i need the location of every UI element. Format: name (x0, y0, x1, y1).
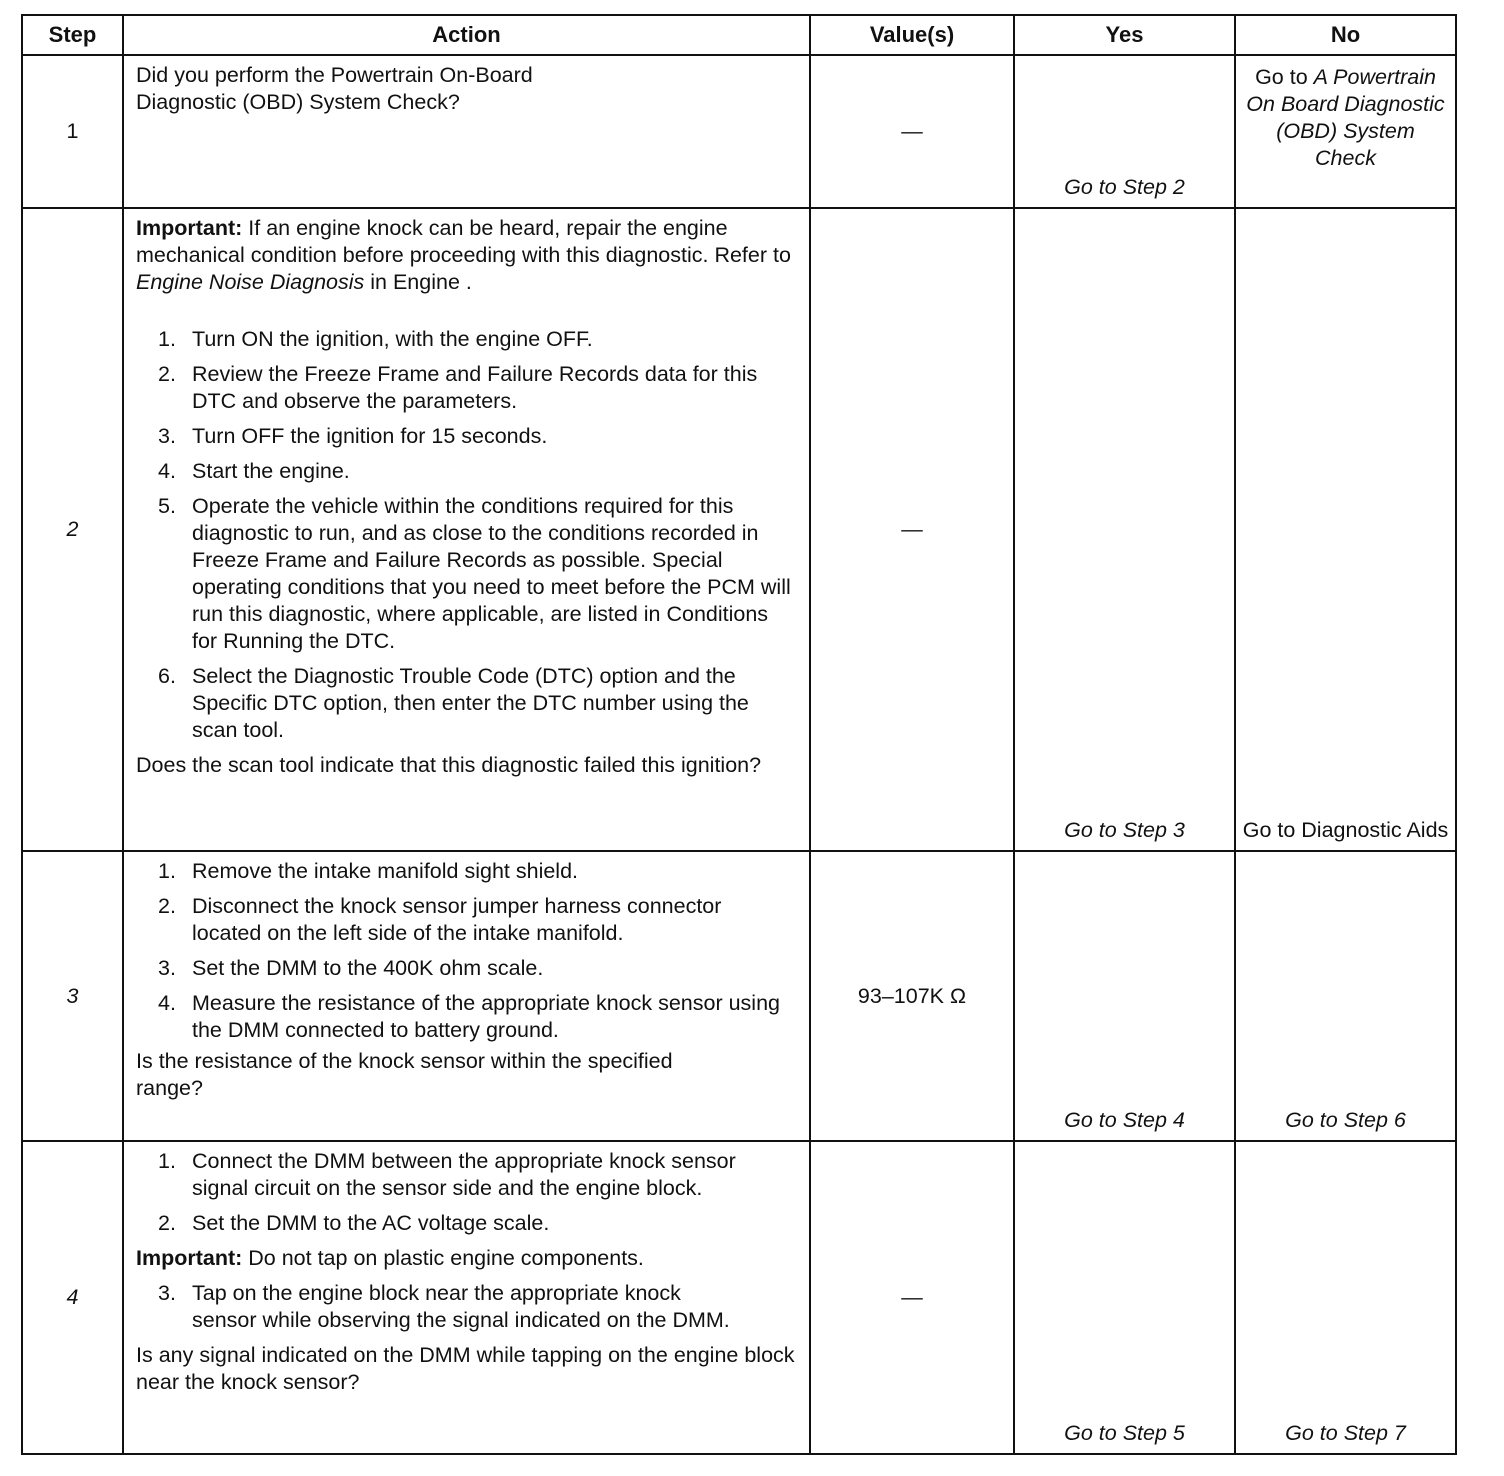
header-yes: Yes (1014, 15, 1235, 55)
procedure-list (136, 1148, 799, 1237)
action-cell (123, 1141, 810, 1454)
procedure-list (136, 858, 799, 1044)
diagnostic-table (21, 14, 1457, 1455)
list-item: 2. Disconnect the knock sensor jumper harness connector located on the left side of the intake manifold. (158, 894, 722, 945)
list-item: 3. Turn OFF the ignition for 15 seconds. (158, 424, 548, 448)
list-item: 2. Review the Freeze Frame and Failure Records data for this DTC and observe the parameters. (158, 362, 758, 413)
no-cell: Go to Diagnostic Aids (1235, 208, 1456, 851)
no-cell (1235, 55, 1456, 208)
question-text: Does the scan tool indicate that this diagnostic failed this ignition? (136, 753, 762, 777)
value-cell: 93–107K Ω (810, 851, 1014, 1141)
value-cell: — (810, 55, 1014, 208)
step-number: 4 (22, 1141, 123, 1454)
important-label: Important: (136, 216, 243, 240)
question-text: Is any signal indicated on the DMM while tapping on the engine block near the knock sensor? (136, 1343, 795, 1394)
question-text: Did you perform the Powertrain On-Board Diagnostic (OBD) System Check? (136, 63, 533, 114)
table-row (22, 1141, 1456, 1454)
header-no: No (1235, 15, 1456, 55)
list-item: 2. Set the DMM to the AC voltage scale. (158, 1211, 550, 1235)
header-action: Action (123, 15, 810, 55)
value-cell: — (810, 1141, 1014, 1454)
action-cell (123, 851, 810, 1141)
procedure-list (136, 326, 799, 744)
action-cell (123, 208, 810, 851)
list-item: 3. Set the DMM to the 400K ohm scale. (158, 956, 544, 980)
step-number: 3 (22, 851, 123, 1141)
no-cell: Go to Step 6 (1235, 851, 1456, 1141)
yes-cell: Go to Step 2 (1014, 55, 1235, 208)
step-number: 1 (22, 55, 123, 208)
question-text: Is the resistance of the knock sensor within the specified range? (136, 1049, 673, 1100)
yes-cell: Go to Step 5 (1014, 1141, 1235, 1454)
value-cell: — (810, 208, 1014, 851)
list-item: 1. Connect the DMM between the appropriate knock sensor signal circuit on the sensor side and the engine block. (158, 1149, 736, 1200)
reference-link: Engine Noise Diagnosis (136, 270, 365, 294)
step-number: 2 (22, 208, 123, 851)
no-prefix: Go to (1255, 65, 1308, 89)
important-label: Important: (136, 1246, 243, 1270)
list-item: 1. Remove the intake manifold sight shield. (158, 859, 579, 883)
table-row (22, 55, 1456, 208)
procedure-list (136, 1280, 799, 1334)
list-item: 5. Operate the vehicle within the conditions required for this diagnostic to run, and as close to the conditions recorded in Freeze Frame and Failure Records as possible. Special operating conditions that you need to meet before the PCM will run this diagnostic, where applicable, are listed in Conditions for Running the DTC. (158, 494, 791, 653)
list-item: 6. Select the Diagnostic Trouble Code (DTC) option and the Specific DTC option, then enter the DTC number using the scan tool. (158, 664, 749, 742)
no-link: A Powertrain On Board Diagnostic (OBD) System Check (1246, 65, 1445, 170)
table-row (22, 208, 1456, 851)
list-item: 4. Start the engine. (158, 459, 350, 483)
important-note: Important: Do not tap on plastic engine components. (136, 1246, 644, 1270)
important-note: Important: If an engine knock can be heard, repair the engine mechanical condition before proceeding with this diagnostic. Refer to Engine Noise Diagnosis in Engine . (136, 216, 791, 294)
header-values: Value(s) (810, 15, 1014, 55)
no-cell: Go to Step 7 (1235, 1141, 1456, 1454)
table-row (22, 851, 1456, 1141)
list-item: 4. Measure the resistance of the appropriate knock sensor using the DMM connected to battery ground. (158, 991, 780, 1042)
table-header-row (22, 15, 1456, 55)
list-item: 1. Turn ON the ignition, with the engine OFF. (158, 327, 593, 351)
list-item: 3. Tap on the engine block near the appropriate knock sensor while observing the signal indicated on the DMM. (158, 1281, 730, 1332)
yes-cell: Go to Step 3 (1014, 208, 1235, 851)
header-step: Step (22, 15, 123, 55)
action-cell (123, 55, 810, 208)
yes-cell: Go to Step 4 (1014, 851, 1235, 1141)
